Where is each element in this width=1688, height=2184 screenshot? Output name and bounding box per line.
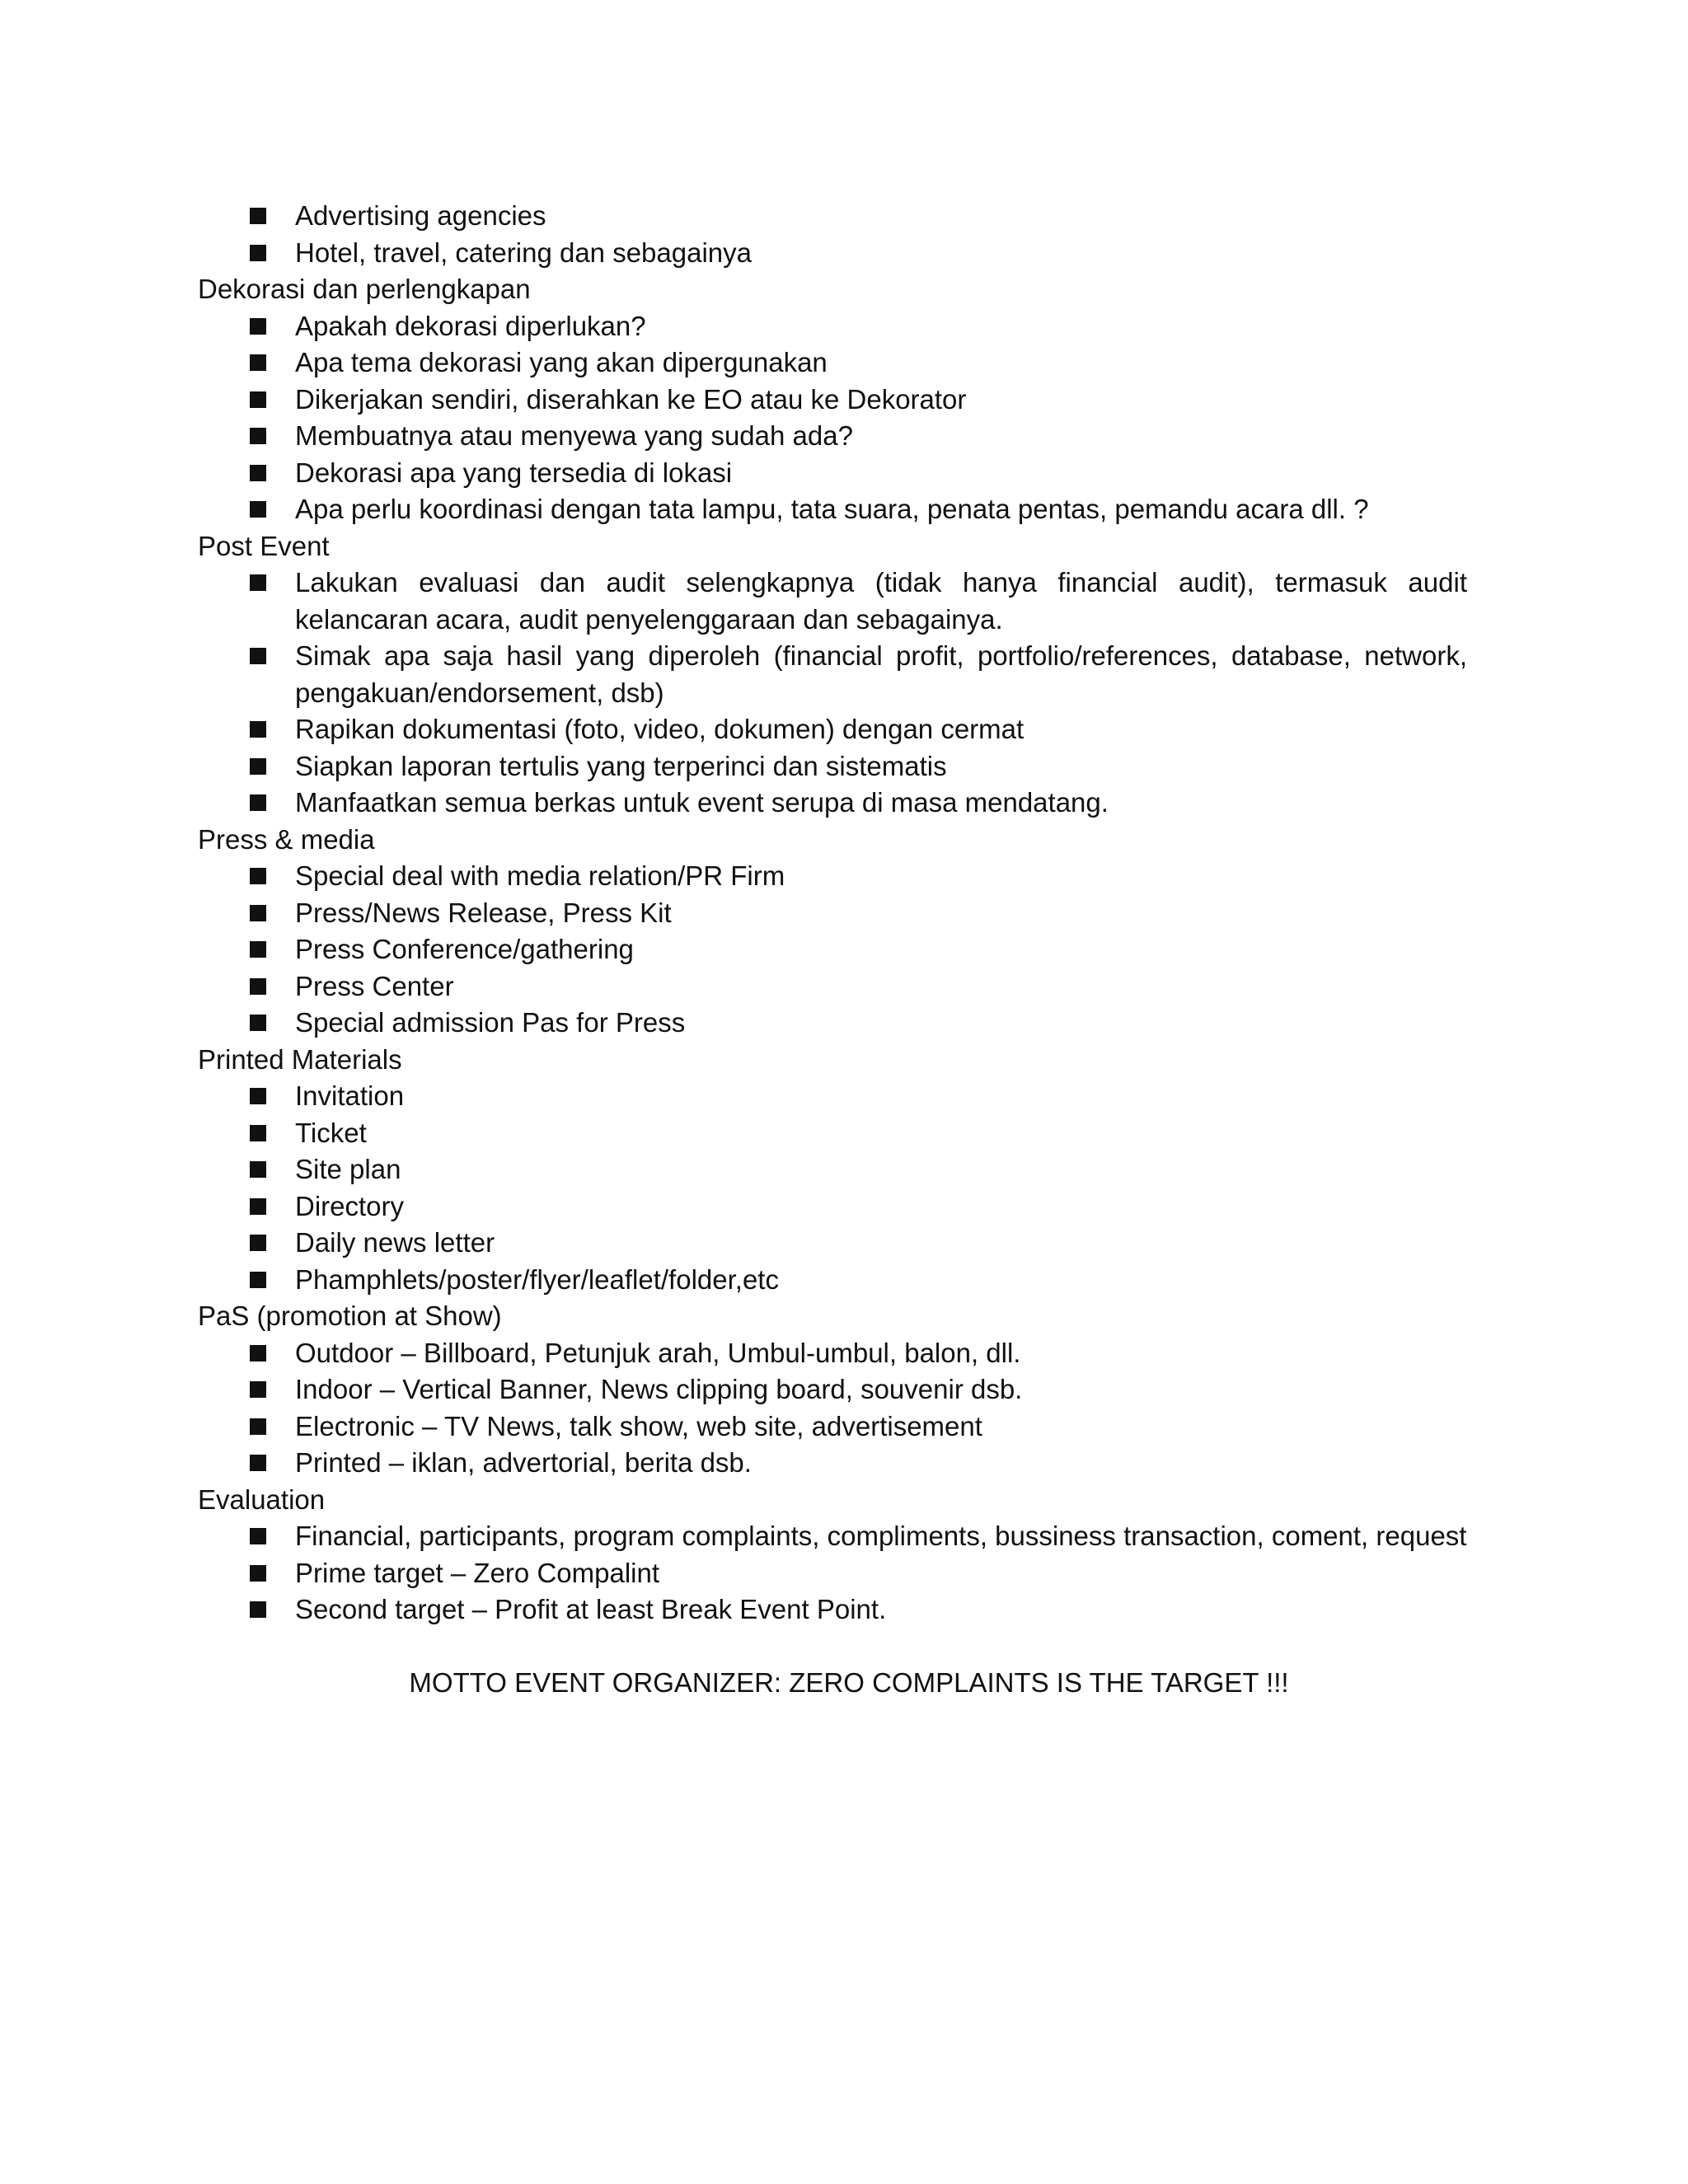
section-evaluation: [198, 1482, 1467, 1629]
section-heading: Evaluation: [198, 1483, 326, 1515]
square-bullet-icon: [250, 501, 266, 518]
list-item-text: Lakukan evaluasi dan audit selengkapnya (tidak hanya financial audit), termasuk audit kelancaran acara, audit penyelenggaraan dan sebagainya.: [295, 567, 1467, 635]
square-bullet-icon: [250, 318, 266, 335]
square-bullet-icon: [250, 905, 266, 921]
list-item-text: Prime target – Zero Compalint: [295, 1557, 660, 1588]
square-bullet-icon: [250, 1088, 266, 1104]
square-bullet-icon: [250, 354, 266, 371]
bullet-list: [198, 1518, 1467, 1629]
square-bullet-icon: [250, 391, 266, 408]
list-item: [198, 1445, 1467, 1482]
list-item: [198, 418, 1467, 455]
list-item-text: Invitation: [295, 1080, 405, 1111]
section-heading: Post Event: [198, 530, 330, 561]
list-item-text: Special deal with media relation/PR Firm: [295, 860, 785, 891]
list-item: [198, 1225, 1467, 1262]
list-item-text: Indoor – Vertical Banner, News clipping board, souvenir dsb.: [295, 1374, 1023, 1404]
square-bullet-icon: [250, 1272, 266, 1288]
square-bullet-icon: [250, 1161, 266, 1178]
square-bullet-icon: [250, 794, 266, 811]
list-item: [198, 198, 1467, 235]
list-item-text: Outdoor – Billboard, Petunjuk arah, Umbul-umbul, balon, dll.: [295, 1337, 1021, 1368]
list-item: [198, 785, 1467, 822]
square-bullet-icon: [250, 648, 266, 664]
list-item-text: Ticket: [295, 1117, 367, 1148]
list-item: [198, 638, 1467, 711]
list-item: [198, 1115, 1467, 1152]
list-item-text: Phamphlets/poster/flyer/leaflet/folder,etc: [295, 1263, 779, 1295]
section-heading: Dekorasi dan perlengkapan: [198, 274, 531, 304]
square-bullet-icon: [250, 245, 266, 261]
list-item: [198, 491, 1467, 528]
section-pas: [198, 1298, 1467, 1482]
list-item: [198, 748, 1467, 785]
list-item: [198, 1591, 1467, 1629]
bullet-list: [198, 1335, 1467, 1482]
list-item: [198, 1518, 1467, 1555]
list-item: [198, 1408, 1467, 1446]
square-bullet-icon: [250, 868, 266, 884]
list-item: [198, 968, 1467, 1005]
list-item: [198, 1188, 1467, 1226]
square-bullet-icon: [250, 1198, 266, 1215]
square-bullet-icon: [250, 428, 266, 444]
section-heading: Press & media: [198, 823, 375, 855]
section-press-media: [198, 822, 1467, 1042]
square-bullet-icon: [250, 1418, 266, 1435]
list-item: [198, 382, 1467, 419]
list-item: [198, 308, 1467, 345]
list-item-text: Rapikan dokumentasi (foto, video, dokumen) dengan cermat: [295, 714, 1025, 744]
list-item-text: Siapkan laporan tertulis yang terperinci dan sistematis: [295, 750, 947, 781]
list-item-text: Press/News Release, Press Kit: [295, 897, 672, 928]
list-item-text: Financial, participants, program complaints, compliments, bussiness transaction, coment, request: [295, 1521, 1467, 1551]
square-bullet-icon: [250, 208, 266, 224]
list-item-text: Simak apa saja hasil yang diperoleh (financial profit, portfolio/references, database, network, pengakuan/endorsement, dsb): [295, 640, 1467, 708]
list-item-text: Press Conference/gathering: [295, 934, 634, 964]
list-item: [198, 1262, 1467, 1299]
list-item-text: Apa tema dekorasi yang akan dipergunakan: [295, 347, 828, 377]
bullet-list: [198, 858, 1467, 1042]
intro-bullet-list: [198, 198, 1467, 271]
list-item-text: Special admission Pas for Press: [295, 1007, 686, 1038]
list-item-text: Dekorasi apa yang tersedia di lokasi: [295, 457, 733, 488]
square-bullet-icon: [250, 1345, 266, 1361]
list-item-text: Second target – Profit at least Break Event Point.: [295, 1594, 887, 1624]
list-item-text: Directory: [295, 1190, 405, 1221]
list-item: [198, 344, 1467, 382]
list-item: [198, 1151, 1467, 1188]
square-bullet-icon: [250, 1381, 266, 1398]
list-item-text: Dikerjakan sendiri, diserahkan ke EO atau ke Dekorator: [295, 383, 967, 415]
square-bullet-icon: [250, 978, 266, 995]
list-item: [198, 455, 1467, 492]
bullet-list: [198, 565, 1467, 822]
list-item: [198, 1371, 1467, 1408]
list-item-text: Press Center: [295, 970, 454, 1001]
list-item-text: Membuatnya atau menyewa yang sudah ada?: [295, 420, 853, 451]
list-item: [198, 235, 1467, 272]
list-item-text: Printed – iklan, advertorial, berita dsb.: [295, 1447, 752, 1478]
list-item: [198, 895, 1467, 932]
square-bullet-icon: [250, 465, 266, 481]
square-bullet-icon: [250, 941, 266, 958]
list-item-text: Advertising agencies: [295, 200, 546, 231]
section-heading: PaS (promotion at Show): [198, 1301, 502, 1331]
list-item-text: Electronic – TV News, talk show, web site, advertisement: [295, 1410, 982, 1441]
square-bullet-icon: [250, 758, 266, 775]
motto-text: MOTTO EVENT ORGANIZER: ZERO COMPLAINTS IS THE TARGET !!!: [409, 1666, 1289, 1698]
square-bullet-icon: [250, 1015, 266, 1031]
list-item-text: Site plan: [295, 1154, 401, 1184]
square-bullet-icon: [250, 1235, 266, 1251]
list-item-text: Hotel, travel, catering dan sebagainya: [295, 237, 753, 268]
square-bullet-icon: [250, 721, 266, 738]
list-item: [198, 931, 1467, 968]
list-item-text: Apakah dekorasi diperlukan?: [295, 310, 646, 341]
section-heading: Printed Materials: [198, 1043, 402, 1075]
list-item: [198, 858, 1467, 895]
document-page: [198, 198, 1467, 1701]
square-bullet-icon: [250, 1565, 266, 1582]
section-dekorasi: [198, 271, 1467, 528]
bullet-list: [198, 308, 1467, 528]
square-bullet-icon: [250, 1528, 266, 1544]
list-item: [198, 1078, 1467, 1115]
list-item: [198, 1555, 1467, 1592]
square-bullet-icon: [250, 1601, 266, 1618]
bullet-list: [198, 1078, 1467, 1298]
square-bullet-icon: [250, 1455, 266, 1471]
section-post-event: [198, 528, 1467, 822]
list-item: [198, 1335, 1467, 1372]
square-bullet-icon: [250, 1125, 266, 1141]
list-item: [198, 711, 1467, 748]
list-item: [198, 1005, 1467, 1042]
list-item-text: Apa perlu koordinasi dengan tata lampu, tata suara, penata pentas, pemandu acara dll. ?: [295, 494, 1369, 524]
list-item-text: Manfaatkan semua berkas untuk event serupa di masa mendatang.: [295, 787, 1109, 818]
list-item-text: Daily news letter: [295, 1227, 495, 1258]
section-printed-materials: [198, 1042, 1467, 1299]
square-bullet-icon: [250, 574, 266, 591]
list-item: [198, 565, 1467, 638]
